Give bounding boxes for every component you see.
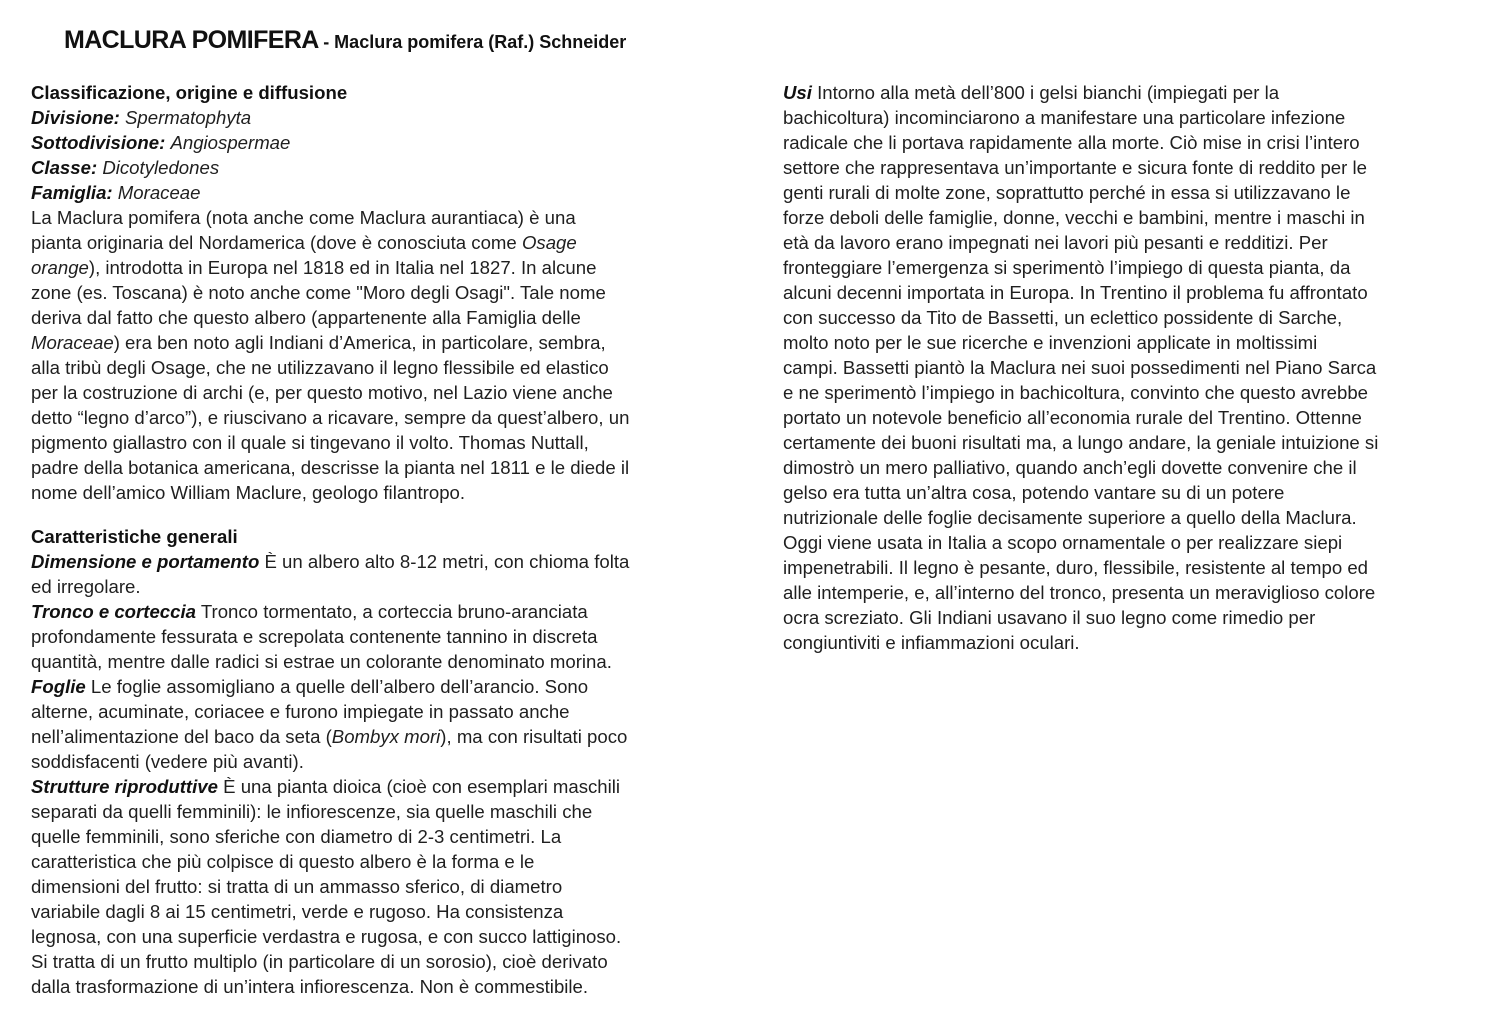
text-line: deriva dal fatto che questo albero (appartenente alla Famiglia delle bbox=[31, 307, 581, 328]
italic-term: Osage bbox=[521, 232, 577, 253]
text-line: forze deboli delle famiglie, donne, vecchi e bambini, mentre i maschi in bbox=[783, 207, 1365, 228]
text-line: molto noto per le sue ricerche e invenzioni applicate in moltissimi bbox=[783, 332, 1318, 353]
text-line bbox=[31, 774, 721, 799]
text-line: impenetrabili. Il legno è pesante, duro, flessibile, resistente al tempo ed bbox=[783, 557, 1369, 578]
text-span: ) era ben noto agli Indiani d’America, in particolare, sembra, bbox=[113, 332, 606, 353]
text-line: La Maclura pomifera (nota anche come Maclura aurantiaca) è una bbox=[31, 207, 576, 228]
text-span: Tronco tormentato, a corteccia bruno-aranciata bbox=[196, 601, 588, 622]
text-line: con successo da Tito de Bassetti, un eclettico possidente di Sarche, bbox=[783, 307, 1343, 328]
text-span: ), ma con risultati poco bbox=[440, 726, 628, 747]
text-line: settore che rappresentava un’importante e sicura fonte di reddito per le bbox=[783, 157, 1367, 178]
text-line: fronteggiare l’emergenza si sperimentò l’impiego di questa pianta, da bbox=[783, 257, 1351, 278]
title-main: MACLURA POMIFERA bbox=[64, 26, 319, 54]
right-column bbox=[783, 80, 1473, 655]
text-line: età da lavoro erano impegnati nei lavori più pesanti e redditizi. Per bbox=[783, 232, 1328, 253]
text-line: zone (es. Toscana) è noto anche come "Moro degli Osagi". Tale nome bbox=[31, 282, 606, 303]
taxonomy-label: Divisione: bbox=[31, 107, 120, 128]
text-line: ocra screziato. Gli Indiani usavano il suo legno come rimedio per bbox=[783, 607, 1316, 628]
text-line bbox=[31, 230, 721, 255]
text-line: gelso era tutta un’altra cosa, potendo vantare su di un potere bbox=[783, 482, 1285, 503]
text-span: È una pianta dioica (cioè con esemplari maschili bbox=[217, 776, 621, 797]
text-line: ed irregolare. bbox=[31, 576, 141, 597]
taxonomy-value: Angiospermae bbox=[170, 132, 291, 153]
text-line bbox=[783, 80, 1473, 105]
taxonomy-sottodivisione bbox=[31, 130, 721, 155]
taxonomy-famiglia bbox=[31, 180, 721, 205]
text-line: alla tribù degli Osage, che ne utilizzavano il legno flessibile ed elastico bbox=[31, 357, 609, 378]
taxonomy-label: Famiglia: bbox=[31, 182, 113, 203]
page-title bbox=[64, 26, 626, 55]
taxonomy-value: Moraceae bbox=[117, 182, 201, 203]
paragraph-label: Strutture riproduttive bbox=[31, 776, 218, 797]
paragraph-label: Usi bbox=[783, 82, 812, 103]
text-line: dimensioni del frutto: si tratta di un ammasso sferico, di diametro bbox=[31, 876, 563, 897]
taxonomy-label: Classe: bbox=[31, 157, 98, 178]
text-line: certamente dei buoni risultati ma, a lungo andare, la geniale intuizione si bbox=[783, 432, 1379, 453]
section-heading-classification: Classificazione, origine e diffusione bbox=[31, 82, 348, 103]
text-line: legnosa, con una superficie verdastra e rugosa, e con succo lattiginoso. bbox=[31, 926, 622, 947]
text-line: dimostrò un mero palliativo, quando anch’egli dovette convenire che il bbox=[783, 457, 1357, 478]
paragraph-tronco bbox=[31, 599, 721, 674]
text-line: alle intemperie, e, all’interno del tronco, presenta un meraviglioso colore bbox=[783, 582, 1376, 603]
text-line: nutrizionale delle foglie decisamente superiore a quello della Maclura. bbox=[783, 507, 1357, 528]
text-line: quelle femminili, sono sferiche con diametro di 2-3 centimetri. La bbox=[31, 826, 562, 847]
text-line: nome dell’amico William Maclure, geologo filantropo. bbox=[31, 482, 466, 503]
text-span: nell’alimentazione del baco da seta ( bbox=[31, 726, 332, 747]
text-line: Si tratta di un frutto multiplo (in particolare di un sorosio), cioè derivato bbox=[31, 951, 608, 972]
taxonomy-value: Dicotyledones bbox=[102, 157, 220, 178]
title-scientific-name: - Maclura pomifera (Raf.) Schneider bbox=[323, 32, 627, 52]
text-line: genti rurali di molte zone, soprattutto perché in essa si utilizzavano le bbox=[783, 182, 1351, 203]
text-line: detto “legno d’arco”), e riuscivano a ricavare, sempre da quest’albero, un bbox=[31, 407, 630, 428]
text-span: È un albero alto 8-12 metri, con chioma folta bbox=[259, 551, 630, 572]
text-line: padre della botanica americana, descrisse la pianta nel 1811 e le diede il bbox=[31, 457, 630, 478]
text-span: pianta originaria del Nordamerica (dove è conosciuta come bbox=[31, 232, 522, 253]
paragraph-strutture bbox=[31, 774, 721, 999]
text-line: e ne sperimentò l’impiego in bachicoltura, convinto che questo avrebbe bbox=[783, 382, 1369, 403]
text-line: dalla trasformazione di un’intera infiorescenza. Non è commestibile. bbox=[31, 976, 589, 997]
text-line: per la costruzione di archi (e, per questo motivo, nel Lazio viene anche bbox=[31, 382, 613, 403]
text-line: quantità, mentre dalle radici si estrae un colorante denominato morina. bbox=[31, 651, 612, 672]
taxonomy-label: Sottodivisione: bbox=[31, 132, 166, 153]
text-line: pigmento giallastro con il quale si tingevano il volto. Thomas Nuttall, bbox=[31, 432, 589, 453]
paragraph-label: Foglie bbox=[31, 676, 86, 697]
text-span: Intorno alla metà dell’800 i gelsi bianchi (impiegati per la bbox=[811, 82, 1280, 103]
text-line: campi. Bassetti piantò la Maclura nei suoi possedimenti nel Piano Sarca bbox=[783, 357, 1377, 378]
paragraph-dimensione bbox=[31, 549, 721, 599]
text-span: ), introdotta in Europa nel 1818 ed in Italia nel 1827. In alcune bbox=[88, 257, 597, 278]
paragraph-label: Dimensione e portamento bbox=[31, 551, 260, 572]
text-line bbox=[31, 674, 721, 699]
taxonomy-classe bbox=[31, 155, 721, 180]
text-line: profondamente fessurata e screpolata contenente tannino in discreta bbox=[31, 626, 598, 647]
text-line: variabile dagli 8 ai 15 centimetri, verde e rugoso. Ha consistenza bbox=[31, 901, 564, 922]
text-line bbox=[31, 724, 721, 749]
text-line: portato un notevole beneficio all’economia rurale del Trentino. Ottenne bbox=[783, 407, 1362, 428]
paragraph-foglie bbox=[31, 674, 721, 774]
text-line: alcuni decenni importata in Europa. In Trentino il problema fu affrontato bbox=[783, 282, 1368, 303]
text-line: separati da quelli femminili): le infiorescenze, sia quelle maschili che bbox=[31, 801, 593, 822]
left-column bbox=[31, 80, 721, 999]
text-line: Oggi viene usata in Italia a scopo ornamentale o per realizzare siepi bbox=[783, 532, 1343, 553]
italic-term: Moraceae bbox=[31, 332, 114, 353]
text-line: soddisfacenti (vedere più avanti). bbox=[31, 751, 304, 772]
text-line: congiuntiviti e infiammazioni oculari. bbox=[783, 632, 1080, 653]
text-line bbox=[31, 330, 721, 355]
paragraph-gap bbox=[31, 505, 721, 524]
paragraph-usi bbox=[783, 80, 1473, 655]
taxonomy-value: Spermatophyta bbox=[125, 107, 252, 128]
text-line: bachicoltura) incominciarono a manifestare una particolare infezione bbox=[783, 107, 1346, 128]
section-heading-characteristics: Caratteristiche generali bbox=[31, 526, 238, 547]
text-line bbox=[31, 549, 721, 574]
intro-paragraph bbox=[31, 205, 721, 505]
text-line: caratteristica che più colpisce di questo albero è la forma e le bbox=[31, 851, 535, 872]
paragraph-label: Tronco e corteccia bbox=[31, 601, 197, 622]
text-line: radicale che li portava rapidamente alla morte. Ciò mise in crisi l’intero bbox=[783, 132, 1360, 153]
text-line bbox=[31, 255, 721, 280]
italic-term: orange bbox=[31, 257, 89, 278]
taxonomy-divisione bbox=[31, 105, 721, 130]
text-line bbox=[31, 599, 721, 624]
italic-term: Bombyx mori bbox=[331, 726, 441, 747]
text-line: alterne, acuminate, coriacee e furono impiegate in passato anche bbox=[31, 701, 570, 722]
text-span: Le foglie assomigliano a quelle dell’albero dell’arancio. Sono bbox=[85, 676, 589, 697]
